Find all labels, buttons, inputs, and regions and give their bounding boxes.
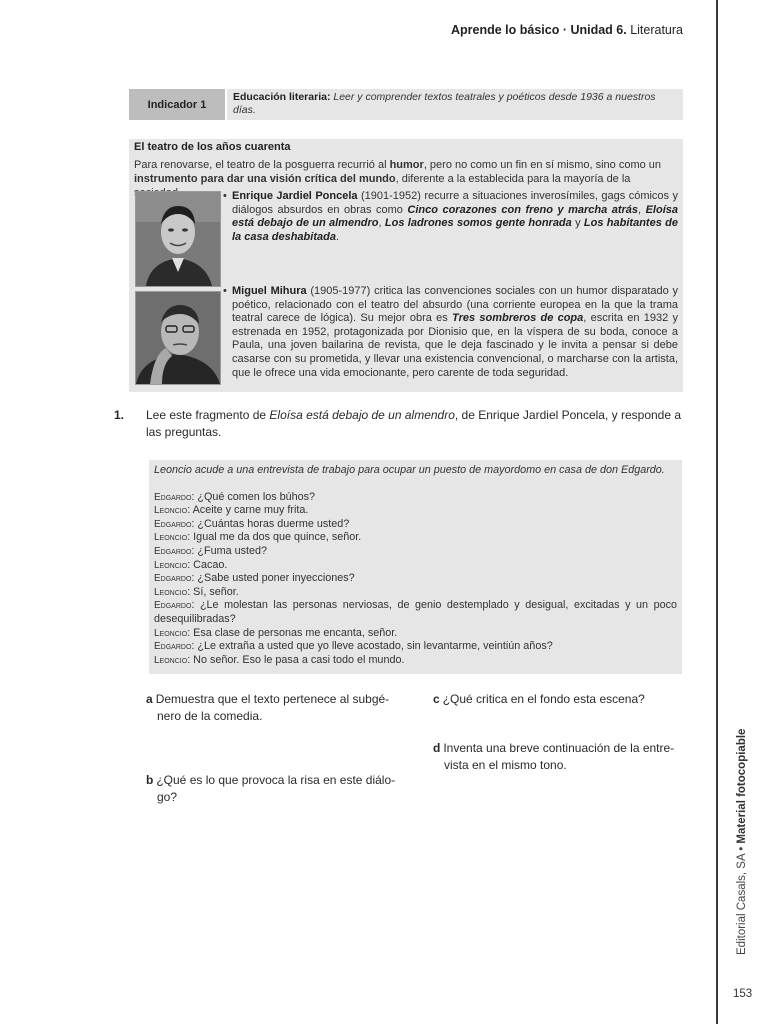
speaker: Edgardo <box>154 518 192 530</box>
theory-box <box>129 139 683 392</box>
fragment-intro: Leoncio acude a una entrevista de trabajo para ocupar un puesto de mayordomo en casa de don Edgardo. <box>154 464 665 476</box>
dialogue-line <box>154 531 677 545</box>
dialogue-line <box>154 627 677 641</box>
speaker: Edgardo <box>154 600 192 612</box>
header-series: Aprende lo básico <box>450 23 560 37</box>
bullet: • <box>223 190 227 202</box>
intro-text-1: Para renovarse, el teatro de la posguerra recurrió al <box>134 159 390 171</box>
question-text: Demuestra que el texto pertenece al subgé- <box>155 692 390 706</box>
jardiel-work-3: Los ladrones somos gente honrada <box>384 217 572 230</box>
exercise-number: 1. <box>114 408 125 422</box>
line-text: : No señor. Eso le pasa a casi todo el mundo. <box>187 653 405 666</box>
header-separator: · <box>559 23 571 37</box>
question-a <box>146 691 400 725</box>
jardiel-text-1: (1901-1952) recurre a situaciones inverosímiles, gags cómicos y diálogos absurdos en obras como <box>232 190 678 216</box>
question-d <box>433 740 683 774</box>
dialogue-line <box>154 491 677 505</box>
mihura-work-1: Tres sombreros de copa <box>452 312 584 325</box>
page-number: 153 <box>733 988 753 1000</box>
speaker: Edgardo <box>154 545 192 557</box>
jardiel-text-3: , <box>378 217 385 230</box>
dialogue-line <box>154 654 677 668</box>
dialogue-lines <box>154 491 677 668</box>
question-text-cont: nero de la comedia. <box>157 709 263 723</box>
dialogue-line <box>154 586 677 600</box>
question-letter: d <box>433 741 441 755</box>
line-text: : ¿Le extraña a usted que yo lleve acostado, sin levantarme, veintiún años? <box>191 640 553 653</box>
jardiel-text-5: . <box>335 230 340 243</box>
question-text: Inventa una breve continuación de la entre- <box>443 741 675 755</box>
portrait-image <box>136 192 220 286</box>
page-header <box>451 23 683 37</box>
speaker: Leoncio <box>154 532 188 544</box>
dialogue-fragment <box>149 460 682 674</box>
line-text: : Aceite y carne muy frita. <box>187 504 309 517</box>
header-subject: Literatura <box>626 23 683 37</box>
speaker: Leoncio <box>154 627 188 639</box>
intro-text-2: , pero no como un fin en sí mismo, sino como un <box>423 159 662 171</box>
line-text: : ¿Le molestan las personas nerviosas, de genio destemplado y desigual, excitadas y un poco desequilibradas? <box>154 599 677 625</box>
exercise-statement <box>129 407 685 441</box>
question-b <box>146 772 400 806</box>
dialogue-line <box>154 518 677 532</box>
intro-bold-2: instrumento para dar una visión crítica del mundo <box>134 173 396 185</box>
question-text: ¿Qué es lo que provoca la risa en este diálo- <box>156 773 396 787</box>
indicator-row <box>129 89 683 120</box>
speaker: Edgardo <box>154 573 192 585</box>
question-text: ¿Qué critica en el fondo esta escena? <box>442 692 645 706</box>
line-text: : ¿Fuma usted? <box>191 544 268 557</box>
speaker: Leoncio <box>154 505 188 517</box>
indicator-text: Leer y comprender textos teatrales y poéticos desde 1936 a nuestros días. <box>233 91 656 116</box>
question-c <box>433 691 683 708</box>
mihura-text-1: (1905-1977) critica las convenciones sociales con un humor disparatado y poético, relacionado con el teatro del absurdo (una corriente europea en la que la trama teatral carece de lógica). Su mejor obra es <box>232 285 678 325</box>
question-letter: c <box>433 692 440 706</box>
dialogue-line <box>154 545 677 559</box>
intro-text-3: , diferente a la establecida para la mayoría de la <box>395 173 631 185</box>
mihura-name: Miguel Mihura <box>232 285 307 297</box>
intro-bold-1: humor <box>389 159 424 171</box>
line-text: : Cacao. <box>187 558 228 571</box>
dialogue-line <box>154 640 677 654</box>
line-text: : Sí, señor. <box>187 585 239 598</box>
line-text: : ¿Qué comen los búhos? <box>191 490 316 503</box>
exercise-work: Eloísa está debajo de un almendro <box>269 408 455 422</box>
jardiel-photo <box>135 191 221 287</box>
line-text: : Igual me da dos que quince, señor. <box>187 531 362 544</box>
margin-rule <box>716 0 718 1024</box>
mihura-entry <box>223 285 679 380</box>
dialogue-line <box>154 599 677 626</box>
jardiel-work-1: Cinco corazones con freno y marcha atrás <box>407 203 639 216</box>
jardiel-work-2: Eloísa está debajo de un almendro <box>232 203 678 230</box>
question-text-cont: go? <box>157 790 178 804</box>
mihura-text-2: , escrita en 1932 y estrenada en 1952, protagonizada por Dionisio que, en la víspera de su boda, conoce a Paula, una joven bailarina de revista, que le deja fascinado y le invita a pensar si debe casarse con su prometida, y llevar una existencia convencional, o marcharse con la artista, que le ofrece una vida emocionante, pero carente de toda seguridad. <box>232 312 679 379</box>
dialogue-line <box>154 572 677 586</box>
question-letter: b <box>146 773 154 787</box>
line-text: : ¿Cuántas horas duerme usted? <box>191 517 350 530</box>
speaker: Edgardo <box>154 641 192 653</box>
dialogue-line <box>154 559 677 573</box>
jardiel-text-4: y <box>571 217 584 230</box>
side-separator: • <box>736 843 748 854</box>
jardiel-entry <box>223 190 678 244</box>
question-letter: a <box>146 692 153 706</box>
publisher: Editorial Casals, SA <box>736 854 748 955</box>
line-text: : Esa clase de personas me encanta, señor. <box>187 626 398 639</box>
speaker: Leoncio <box>154 586 188 598</box>
indicator-description <box>227 89 683 120</box>
jardiel-name: Enrique Jardiel Poncela <box>232 190 358 202</box>
speaker: Leoncio <box>154 654 188 666</box>
indicator-title: Educación literaria: <box>233 91 331 103</box>
jardiel-text-2: , <box>638 203 646 216</box>
dialogue-line <box>154 504 677 518</box>
exercise-text-1: Lee este fragmento de <box>146 408 270 422</box>
header-unit: Unidad 6. <box>570 23 627 37</box>
photocopy-note: Material fotocopiable <box>736 728 748 844</box>
question-text-cont: vista en el mismo tono. <box>444 758 567 772</box>
exercise-1 <box>114 407 685 441</box>
line-text: : ¿Sabe usted poner inyecciones? <box>191 572 355 585</box>
speaker: Leoncio <box>154 559 188 571</box>
indicator-label: Indicador 1 <box>129 89 225 120</box>
speaker: Edgardo <box>154 491 192 503</box>
bullet: • <box>223 285 227 297</box>
exercise-text-2: , de Enrique Jardiel Poncela, y responde a las preguntas. <box>146 408 682 439</box>
theory-title: El teatro de los años cuarenta <box>134 141 291 153</box>
jardiel-work-4: Los habitantes de la casa deshabitada <box>232 217 678 243</box>
side-credit <box>736 729 748 955</box>
mihura-photo <box>135 291 221 385</box>
portrait-image <box>136 292 220 384</box>
